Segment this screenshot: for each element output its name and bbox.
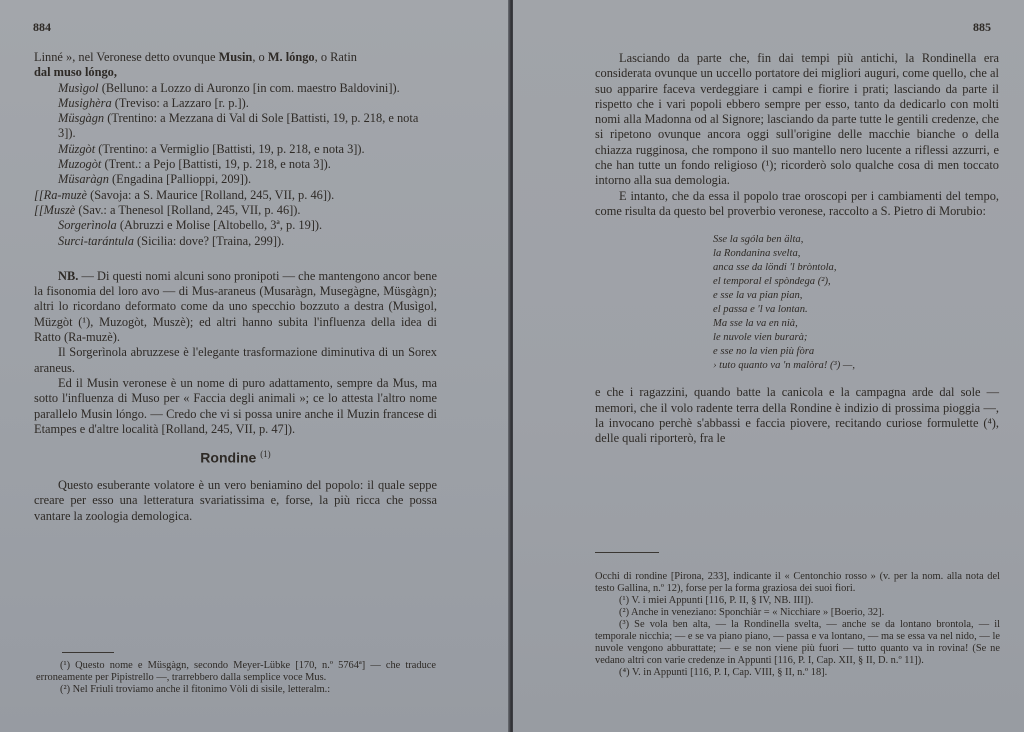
poem-line: anca sse da löndi 'l bròntola, <box>713 262 837 274</box>
name-entry: Musìgol (Belluno: a Lozzo di Auronzo [in com. maestro Baldovini]). <box>58 80 400 95</box>
right-page-number: 885 <box>973 20 991 34</box>
name-entry: Müsaràgn (Engadina [Pallioppi, 209]). <box>58 172 252 187</box>
poem-line: la Rondanina svelta, <box>713 248 801 260</box>
footnote-rule <box>595 552 659 553</box>
paragraph-musin: Ed il Musin veronese è un nome di puro adattamento, sempre da Mus, ma sotto l'influenza di Muso per « Faccia degli animali »; ce lo attesta l'altro nome parallelo Musin lóngo. — Credo che vi si possa unire anche il Muzin francese di Etampes e d'altre località [Rolland, 245, VII, p. 47]). <box>34 375 437 436</box>
poem-line: e sse no la vien più fòra <box>713 346 815 358</box>
name-entry: Surci-tarántula (Sicilia: dove? [Traina, 299]). <box>58 233 285 248</box>
name-entry: Müzgòt (Trentino: a Vermiglio [Battisti, 19, p. 218, e nota 3]). <box>58 141 365 156</box>
verona-proverb-poem <box>713 233 999 373</box>
name-entries-list <box>34 81 437 249</box>
right-page <box>513 0 1024 732</box>
name-entry: [[Muszè (Sav.: a Thenesol [Rolland, 245, VII, p. 46]). <box>34 202 301 217</box>
name-entry: Müsgàgn (Trentino: a Mezzana di Val di Sole [Battisti, 19, p. 218, e nota 3]). <box>58 111 419 141</box>
footnote: Occhi di rondine [Pirona, 233], indicante il « Centonchio rosso » (v. per la nom. alla nota del testo Gallina, n.º 12), forse per la forma graziosa dei suoi fiori. <box>595 571 1000 594</box>
poem-line: Sse la sgóla ben älta, <box>713 234 804 246</box>
section-heading: Rondine $^{(1)}$ <box>200 449 271 466</box>
paragraph-proverb-intro: E intanto, che da essa il popolo trae oroscopi per i cambiamenti del tempo, come risulta da questo bel proverbio veronese, raccolto a S. Pietro di Morubio: <box>595 188 999 218</box>
poem-line: el temporal el spòndega (²), <box>713 276 831 288</box>
paragraph-rondinella: Lasciando da parte che, fin dai tempi più antichi, la Rondinella era considerata ovunque un uccello portatore dei migliori auguri, come quello, che al suo apparire faceva verdeggiare i campi e fiorire i prati; lasciando da parte il rispetto che i vari popoli ebbero sempre per esso, tanto da dedicarlo con molti nomi alla Madonna od al Signore; lasciando da parte tutte le gentili credenze, che si ripetono ovunque ancora oggi sull'origine delle macchie bianche o della chiazza rugginosa, che rompono il suo mantello nero lucente a riflessi azzurri, e che han tutte un fondo religioso (¹); ricorderò solo qualche cosa di men toccato intorno alla sua demologia. <box>595 51 999 188</box>
left-page-number: 884 <box>33 20 51 34</box>
nb-paragraph: NB. — Di questi nomi alcuni sono pronipoti — che mantengono ancor bene la fisonomia del loro avo — di Mus-araneus (Musaràgn, Musegàgne, Müsgàgn); altri lo ricordano deformato come da uno specchio bozzuto a destra (Musìgol, Müzgòt (¹), Muzogòt, Muszè); ed altri hanno subita l'influenza della idea di Ratto (Ra-muzè). <box>34 268 437 345</box>
paragraph-sorgerinola: Il Sorgerìnola abruzzese è l'elegante trasformazione diminutiva di un Sorex araneus. <box>34 345 437 375</box>
heading-note-ref: (1) <box>260 449 271 460</box>
left-footnotes <box>36 660 436 696</box>
poem-line: el passa e 'l va lontan. <box>713 304 808 316</box>
footnote: (¹) V. i miei Appunti [116, P. II, § IV, NB. III]). <box>619 595 814 606</box>
poem-line: le nuvole vien burarà; <box>713 332 808 344</box>
paragraph-ragazzini: e che i ragazzini, quando batte la canicola e la campagna arde dal sole — memori, che il volo radente terra della Rondine è indizio di prossima pioggia —, la invocano perchè s'abbassi e faccia piovere, recitando curiose formulette (⁴), delle quali riporterò, fra le <box>595 385 999 446</box>
footnote: (²) Anche in veneziano: Sponchiàr = « Nicchiare » [Boerio, 32]. <box>619 607 885 618</box>
poem-line: e sse la va pian pian, <box>713 290 803 302</box>
paragraph-rondine-intro: Questo esuberante volatore è un vero beniamino del popolo: il quale seppe creare per esso una letteratura svariatissima e, forse, la più ricca che possa vantare la zoologia demologica. <box>34 478 437 523</box>
name-entry: Musighèra (Treviso: a Lazzaro [r. p.]). <box>58 95 249 110</box>
footnote: (⁴) V. in Appunti [116, P. I, Cap. VIII, § II, n.º 18]. <box>619 667 828 678</box>
footnote: (²) Nel Friuli troviamo anche il fitonimo Vòli di sìsile, letteralm.: <box>60 684 331 695</box>
left-page-body <box>34 50 437 524</box>
footnote-rule <box>62 652 114 653</box>
poem-line: › tuto quanto va 'n malòra! (³) —, <box>713 360 855 372</box>
footnote: (¹) Questo nome e Müsgàgn, secondo Meyer-Lübke [170, n.º 5764ª] — che traduce erroneamente per Pipistrello —, trarrebbero dalla semplice voce Mus. <box>36 660 436 683</box>
name-entry: Sorgerìnola (Abruzzi e Molise [Altobello, 3ª, p. 19]). <box>58 218 323 233</box>
right-footnotes <box>595 571 1000 679</box>
footnote: (³) Se vola ben alta, — la Rondinella svelta, — anche se da lontano brontola, — il temporale nicchia; — e se va piano piano, — passa e va lontano, — ma se essa va nel nido, — le nuvole vengono abburattate; — e se non viene più fuori — tutto quanto va in rovina! (Se ne vedano altri con varie credenze in Appunti [116, P. I, Cap. XII, § II, D. n.º 11]). <box>595 619 1000 666</box>
intro-line-2: dal muso lóngo, <box>34 65 117 80</box>
intro-line: Linné », nel Veronese detto ovunque Musin, o M. lóngo, o Ratin <box>34 50 357 64</box>
poem-line: Ma sse la va en nià, <box>713 318 798 330</box>
name-entry: [[Ra-muzè (Savoja: a S. Maurice [Rolland, 245, VII, p. 46]). <box>34 187 335 202</box>
left-page <box>0 0 510 732</box>
name-entry: Muzogòt (Trent.: a Pejo [Battisti, 19, p. 218, e nota 3]). <box>58 157 331 172</box>
right-page-body <box>595 51 999 446</box>
